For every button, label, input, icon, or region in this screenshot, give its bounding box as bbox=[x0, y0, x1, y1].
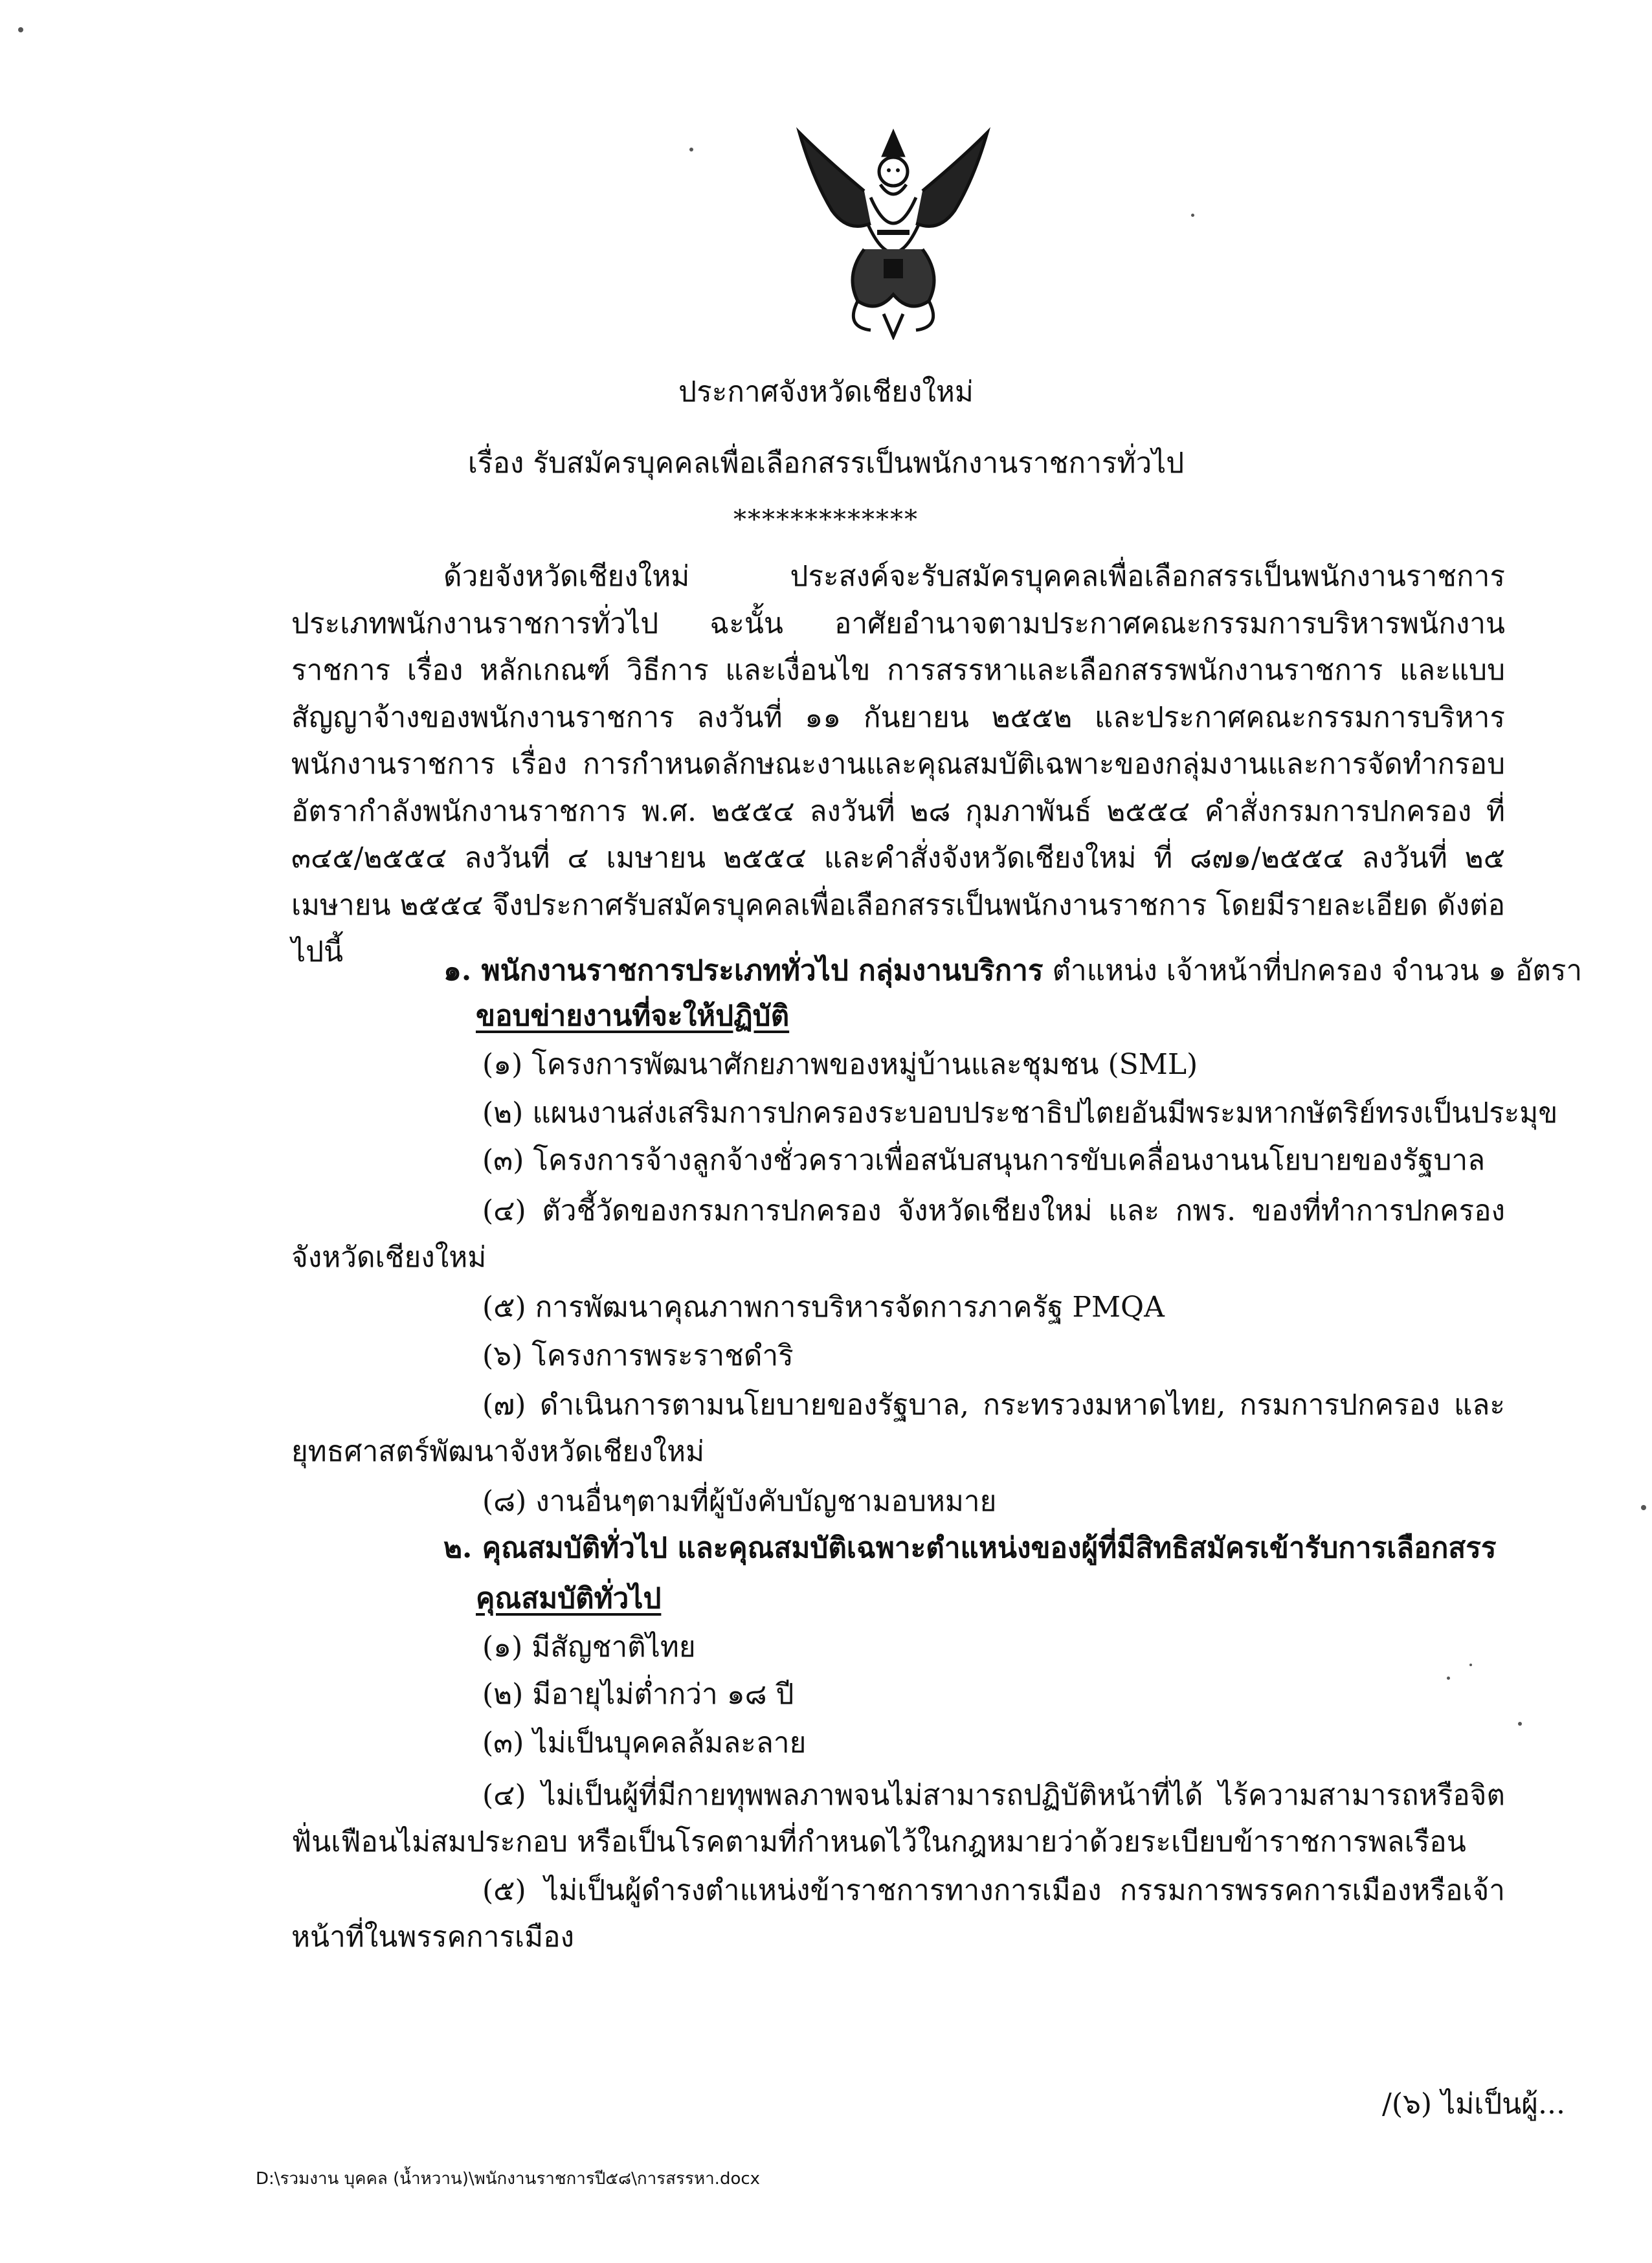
section1-heading-bold: ๑. พนักงานราชการประเภททั่วไป กลุ่มงานบริการ bbox=[443, 954, 1044, 987]
scan-speck bbox=[1641, 1505, 1646, 1510]
scan-speck bbox=[18, 27, 23, 32]
scope-heading: ขอบข่ายงานที่จะให้ปฏิบัติ bbox=[476, 999, 790, 1032]
scope-item-1: (๑) โครงการพัฒนาศักยภาพของหมู่บ้านและชุมชน (SML) bbox=[482, 1048, 1198, 1081]
scope-item-8: (๘) งานอื่นๆตามที่ผู้บังคับบัญชามอบหมาย bbox=[482, 1485, 997, 1518]
scope-item-7: (๗) ดำเนินการตามนโยบายของรัฐบาล, กระทรวงมหาดไทย, กรมการปกครอง และยุทธศาสตร์พัฒนาจังหวัดเชียงใหม่ bbox=[291, 1388, 1505, 1468]
scope-item-2: (๒) แผนงานส่งเสริมการปกครองระบอบประชาธิปไตยอันมีพระมหากษัตริย์ทรงเป็นประมุข bbox=[482, 1097, 1558, 1130]
scan-speck bbox=[1191, 214, 1194, 217]
page-title: ประกาศจังหวัดเชียงใหม่ bbox=[678, 375, 974, 408]
separator: ************* bbox=[733, 505, 919, 535]
qualification-item-2: (๒) มีอายุไม่ต่ำกว่า ๑๘ ปี bbox=[482, 1678, 794, 1711]
scope-item-3: (๓) โครงการจ้างลูกจ้างชั่วคราวเพื่อสนับสนุนการขับเคลื่อนงานนโยบายของรัฐบาล bbox=[482, 1144, 1486, 1177]
continuation-marker: /(๖) ไม่เป็นผู้... bbox=[1382, 2088, 1565, 2121]
qualification-item-5: (๕) ไม่เป็นผู้ดำรงตำแหน่งข้าราชการทางการเมือง กรรมการพรรคการเมืองหรือเจ้าหน้าที่ในพรรคการเมือง bbox=[291, 1874, 1505, 1954]
qualification-item-3: (๓) ไม่เป็นบุคคลล้มละลาย bbox=[482, 1726, 807, 1759]
section1-heading-rest: ตำแหน่ง เจ้าหน้าที่ปกครอง จำนวน ๑ อัตรา bbox=[1043, 954, 1583, 987]
scan-speck bbox=[1469, 1664, 1472, 1666]
section2-heading: ๒. คุณสมบัติทั่วไป และคุณสมบัติเฉพาะตำแหน่งของผู้ที่มีสิทธิสมัครเข้ารับการเลือกสรร bbox=[443, 1532, 1497, 1565]
qualification-item-1: (๑) มีสัญชาติไทย bbox=[482, 1631, 696, 1664]
scan-speck bbox=[689, 148, 693, 151]
section1-heading bbox=[443, 952, 1582, 990]
qualification-item-4: (๔) ไม่เป็นผู้ที่มีกายทุพพลภาพจนไม่สามารถปฏิบัติหน้าที่ได้ ไร้ความสามารถหรือจิตฟั่นเฟือนไม่สมประกอบ หรือเป็นโรคตามที่กำหนดไว้ในกฎหมายว่าด้วยระเบียบข้าราชการพลเรือน bbox=[291, 1779, 1505, 1858]
scope-item-6: (๖) โครงการพระราชดำริ bbox=[482, 1339, 794, 1372]
scan-speck bbox=[1447, 1677, 1450, 1680]
scope-item-4: (๔) ตัวชี้วัดของกรมการปกครอง จังหวัดเชียงใหม่ และ กพร. ของที่ทำการปกครองจังหวัดเชียงใหม่ bbox=[291, 1194, 1505, 1274]
scan-speck bbox=[1518, 1722, 1522, 1726]
announcement-subject: เรื่อง รับสมัครบุคคลเพื่อเลือกสรรเป็นพนักงานราชการทั่วไป bbox=[467, 447, 1185, 480]
intro-paragraph: ด้วยจังหวัดเชียงใหม่ ประสงค์จะรับสมัครบุคคลเพื่อเลือกสรรเป็นพนักงานราชการประเภทพนักงานราชการทั่วไป ฉะนั้น อาศัยอำนาจตามประกาศคณะกรรมการบริหารพนักงานราชการ เรื่อง หลักเกณฑ์ วิธีการ และเงื่อนไข การสรรหาและเลือกสรรพนักงานราชการ และแบบสัญญาจ้างของพนักงานราชการ ลงวันที่ ๑๑ กันยายน ๒๕๕๒ และประกาศคณะกรรมการบริหารพนักงานราชการ เรื่อง การกำหนดลักษณะงานและคุณสมบัติเฉพาะของกลุ่มงานและการจัดทำกรอบอัตรากำลังพนักงานราชการ พ.ศ. ๒๕๕๔ ลงวันที่ ๒๘ กุมภาพันธ์ ๒๕๕๔ คำสั่งกรมการปกครอง ที่ ๓๔๕/๒๕๕๔ ลงวันที่ ๔ เมษายน ๒๕๕๔ และคำสั่งจังหวัดเชียงใหม่ ที่ ๘๗๑/๒๕๕๔ ลงวันที่ ๒๕ เมษายน ๒๕๕๔ จึงประกาศรับสมัครบุคคลเพื่อเลือกสรรเป็นพนักงานราชการ โดยมีรายละเอียด ดังต่อไปนี้ bbox=[291, 560, 1505, 968]
file-path-footer: D:\รวมงาน บุคคล (น้ำหวาน)\พนักงานราชการปี๕๘\การสรรหา.docx bbox=[256, 2169, 761, 2189]
general-qualifications-heading: คุณสมบัติทั่วไป bbox=[476, 1582, 662, 1615]
scope-item-5: (๕) การพัฒนาคุณภาพการบริหารจัดการภาครัฐ PMQA bbox=[482, 1291, 1165, 1324]
garuda-emblem-icon bbox=[787, 120, 1000, 340]
